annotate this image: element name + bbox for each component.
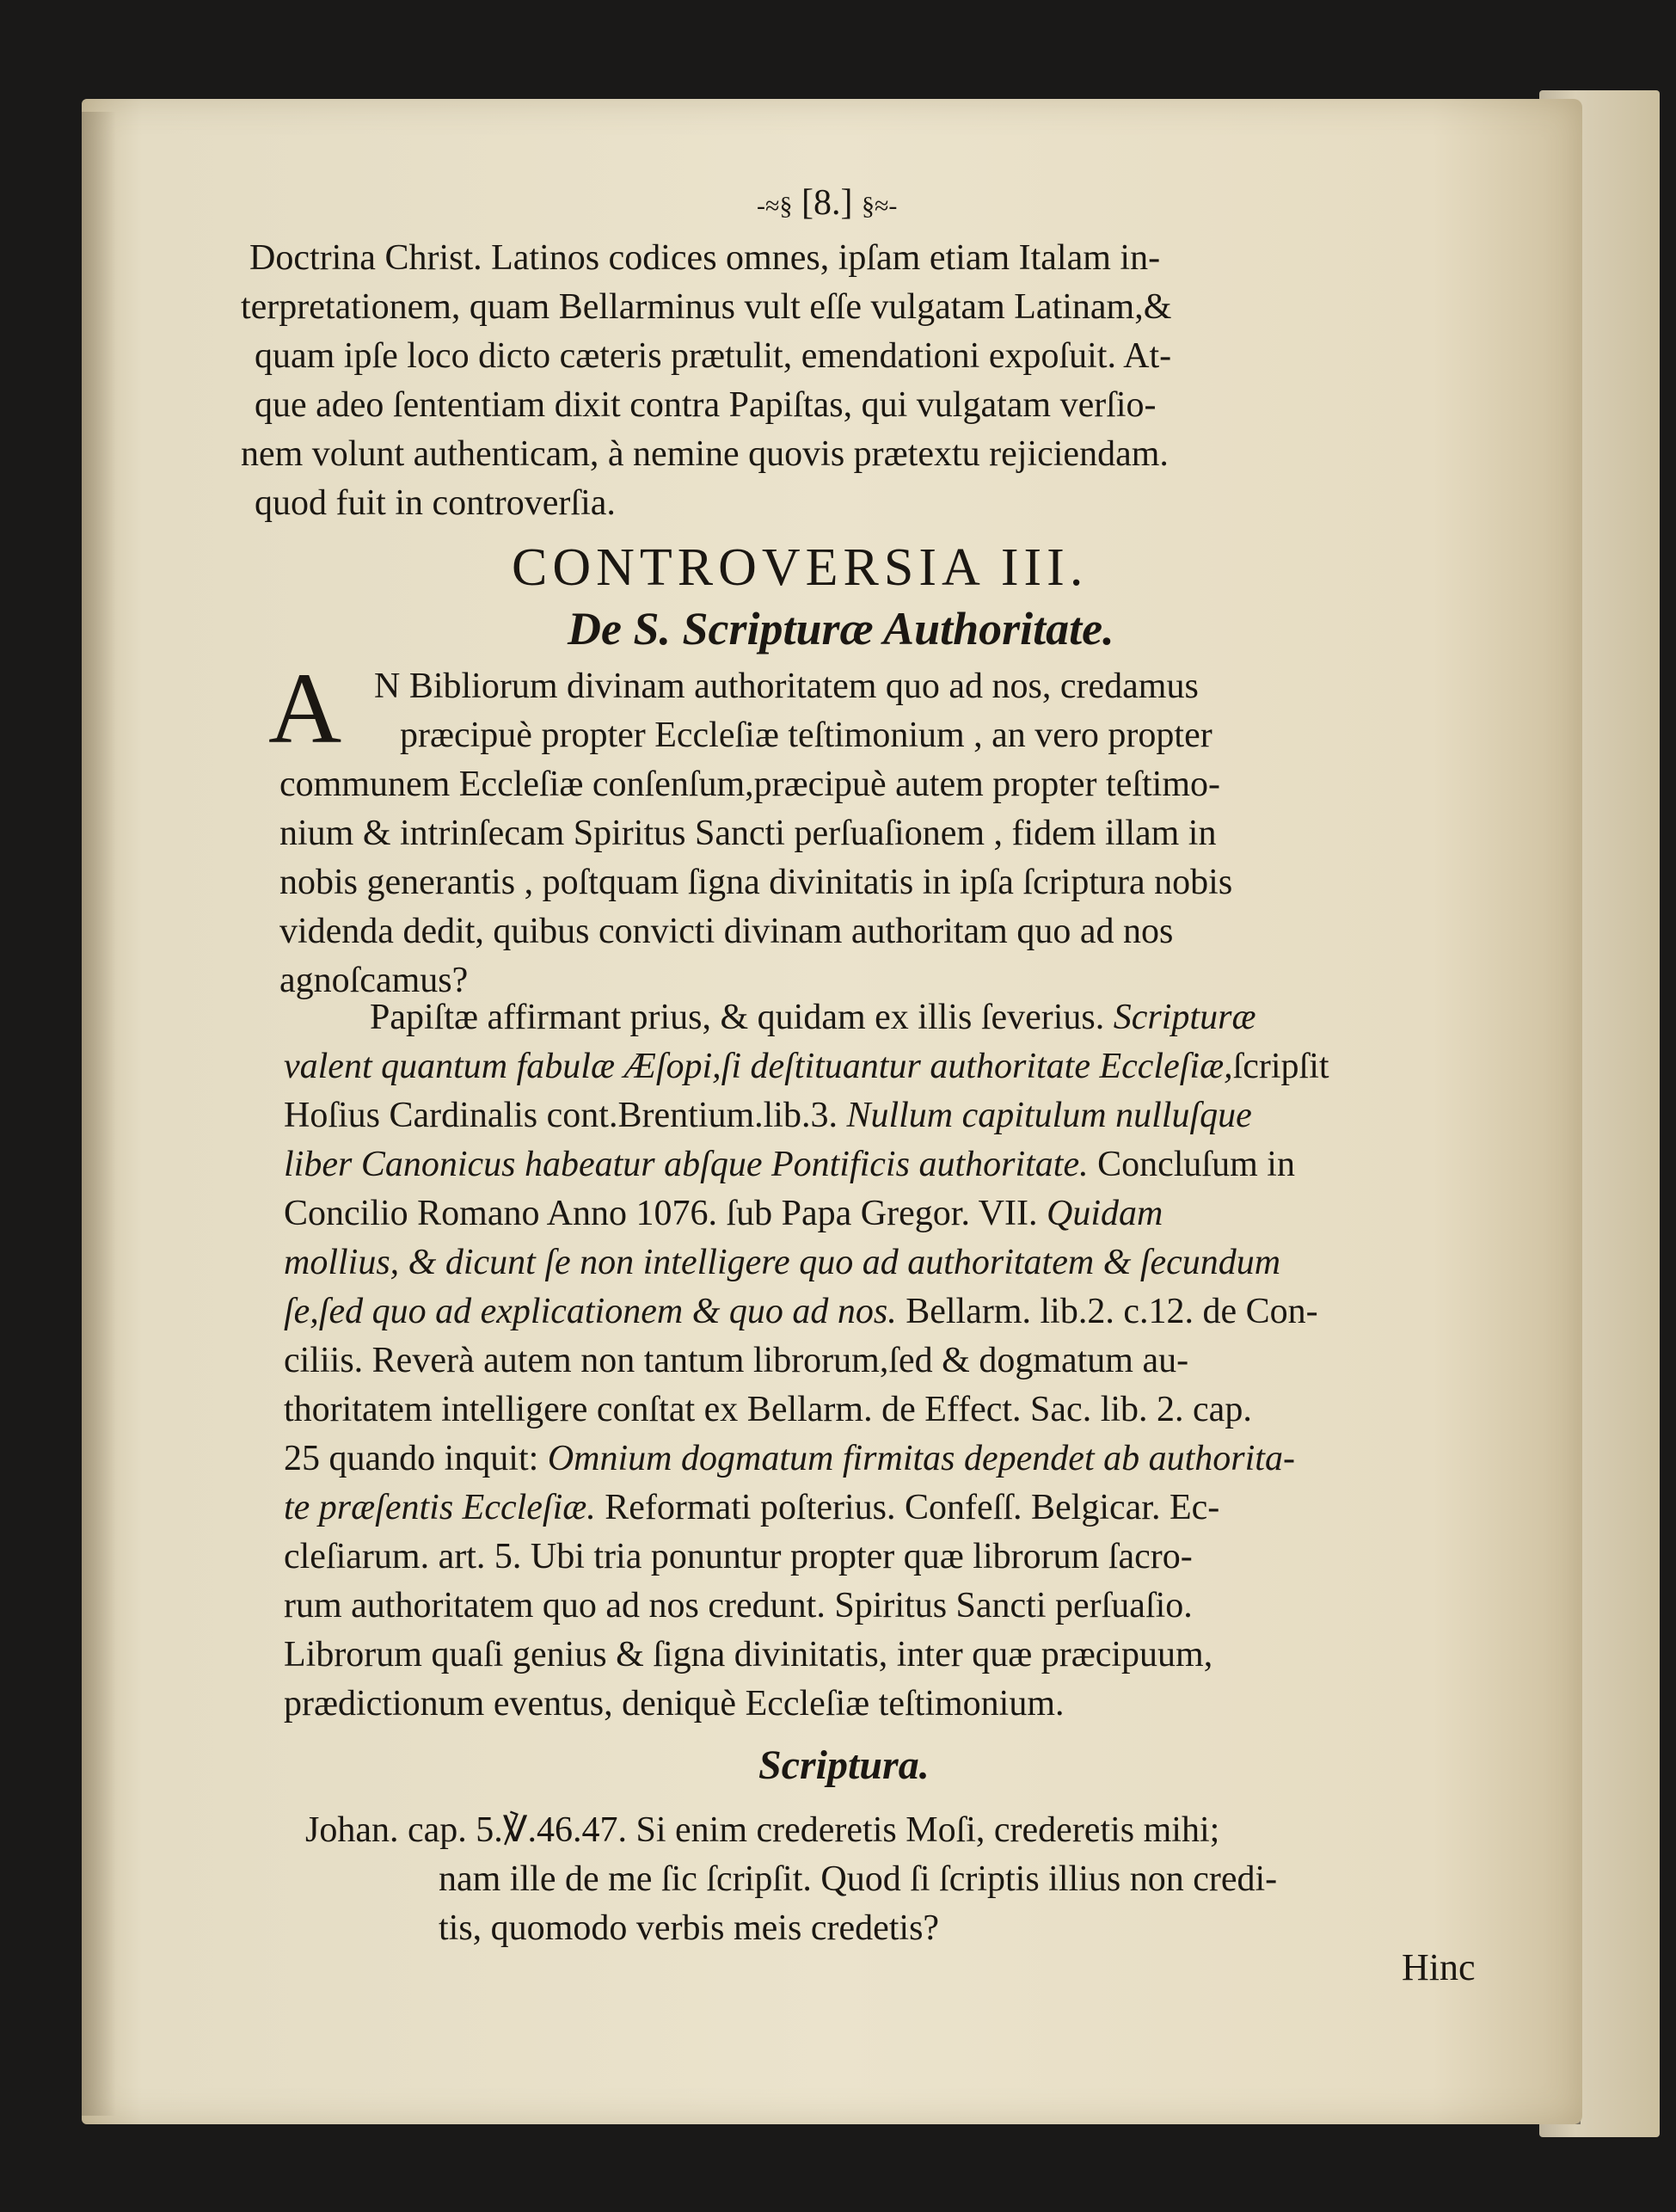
text-line — [284, 1484, 1219, 1533]
roman-text: rum authoritatem quo ad nos credunt. Spiritus Sancti perſuaſio. — [284, 1586, 1193, 1625]
header-ornament-left: -≈§ — [757, 192, 793, 220]
text-line — [284, 1336, 1188, 1386]
text-line: communem Eccleſiæ conſenſum,præcipuè autem propter teſtimo- — [279, 765, 1221, 804]
roman-text: cleſiarum. art. 5. Ubi tria ponuntur propter quæ librorum ſacro- — [284, 1537, 1193, 1576]
text-line: nobis generantis , poſtquam ſigna divinitatis in ipſa ſcriptura nobis — [279, 863, 1233, 902]
text-line — [284, 1287, 1318, 1336]
text-line: præcipuè propter Eccleſiæ teſtimonium , an vero propter — [400, 716, 1212, 755]
scriptura-heading: Scriptura. — [758, 1742, 930, 1788]
header-ornament-right: §≈- — [861, 192, 898, 220]
drop-capital: A — [268, 652, 342, 765]
text-line — [284, 1631, 1212, 1680]
text-line — [370, 993, 1255, 1042]
text-line — [284, 1238, 1280, 1287]
text-line — [284, 1680, 1065, 1729]
text-line — [284, 1140, 1295, 1189]
text-line — [284, 1582, 1193, 1631]
controversy-subheading: De S. Scripturæ Authoritate. — [568, 603, 1114, 654]
text-line: que adeo ſententiam dixit contra Papiſtas, qui vulgatam verſio- — [255, 385, 1157, 425]
text-line: tis, quomodo verbis meis credetis? — [439, 1908, 940, 1948]
page-number: [8.] — [801, 183, 853, 223]
text-line: Johan. cap. 5.℣.46.47. Si enim crederetis Moſi, crederetis mihi; — [305, 1810, 1220, 1850]
roman-text: Librorum quaſi genius & ſigna divinitatis, inter quæ præcipuum, — [284, 1635, 1213, 1674]
roman-text: 25 quando inquit: — [284, 1439, 548, 1478]
roman-text: prædictionum eventus, deniquè Eccleſiæ teſtimonium. — [284, 1684, 1065, 1724]
text-line: quam ipſe loco dicto cæteris prætulit, emendationi expoſuit. At- — [255, 336, 1172, 376]
roman-text: thoritatem intelligere conſtat ex Bellarm. de Effect. Sac. lib. 2. cap. — [284, 1390, 1252, 1429]
italic-text: Quidam — [1046, 1194, 1163, 1233]
italic-text: ſe,ſed quo ad explicationem & quo ad nos. — [284, 1292, 897, 1331]
roman-text: Hoſius Cardinalis cont.Brentium.lib.3. — [284, 1096, 847, 1135]
roman-text: Bellarm. lib.2. c.12. de Con- — [896, 1292, 1318, 1331]
italic-text: mollius, & dicunt ſe non intelligere quo ad authoritatem & ſecundum — [284, 1243, 1281, 1282]
italic-text: Scripturæ — [1113, 998, 1256, 1037]
roman-text: Concilio Romano Anno 1076. ſub Papa Gregor. VII. — [284, 1194, 1047, 1233]
roman-text: ciliis. Reverà autem non tantum librorum,ſed & dogmatum au- — [284, 1341, 1189, 1380]
text-line — [284, 1042, 1329, 1091]
text-line — [284, 1435, 1295, 1484]
italic-text: Omnium dogmatum firmitas dependet ab authorita- — [547, 1439, 1295, 1478]
italic-text: liber Canonicus habeatur abſque Pontificis authoritate. — [284, 1145, 1089, 1184]
text-line: terpretationem, quam Bellarminus vult eſſe vulgatam Latinam,& — [241, 287, 1172, 327]
roman-text: ſcripſit — [1232, 1047, 1329, 1086]
roman-text: Concluſum in — [1088, 1145, 1295, 1184]
page-gutter-shadow — [82, 112, 116, 2116]
italic-text: te præſentis Eccleſiæ. — [284, 1488, 596, 1527]
text-line: Doctrina Christ. Latinos codices omnes, ipſam etiam Italam in- — [249, 238, 1161, 278]
italic-text: valent quantum fabulæ Æſopi,ſi deſtituantur authoritate Eccleſiæ, — [284, 1047, 1233, 1086]
text-line — [284, 1533, 1193, 1582]
text-line — [284, 1386, 1252, 1435]
controversy-heading: CONTROVERSIA III. — [512, 538, 1089, 597]
text-line: agnoſcamus? — [279, 961, 469, 1000]
text-line: N Bibliorum divinam authoritatem quo ad nos, credamus — [374, 667, 1199, 706]
text-line — [284, 1189, 1163, 1238]
text-line: videnda dedit, quibus convicti divinam authoritam quo ad nos — [279, 912, 1174, 951]
page-number-header — [757, 182, 897, 224]
roman-text: Reformati poſterius. Confeſſ. Belgicar. Ec- — [595, 1488, 1220, 1527]
text-line: quod fuit in controverſia. — [255, 483, 616, 523]
roman-text: Papiſtæ affirmant prius, & quidam ex illis ſeverius. — [370, 998, 1114, 1037]
text-line: nium & intrinſecam Spiritus Sancti perſuaſionem , fidem illam in — [279, 814, 1217, 853]
italic-text: Nullum capitulum nulluſque — [846, 1096, 1252, 1135]
catchword: Hinc — [1402, 1946, 1476, 1988]
text-line: nam ille de me ſic ſcripſit. Quod ſi ſcriptis illius non credi- — [439, 1859, 1278, 1899]
text-line: nem volunt authenticam, à nemine quovis prætextu rejiciendam. — [241, 434, 1169, 474]
text-line — [284, 1091, 1252, 1140]
